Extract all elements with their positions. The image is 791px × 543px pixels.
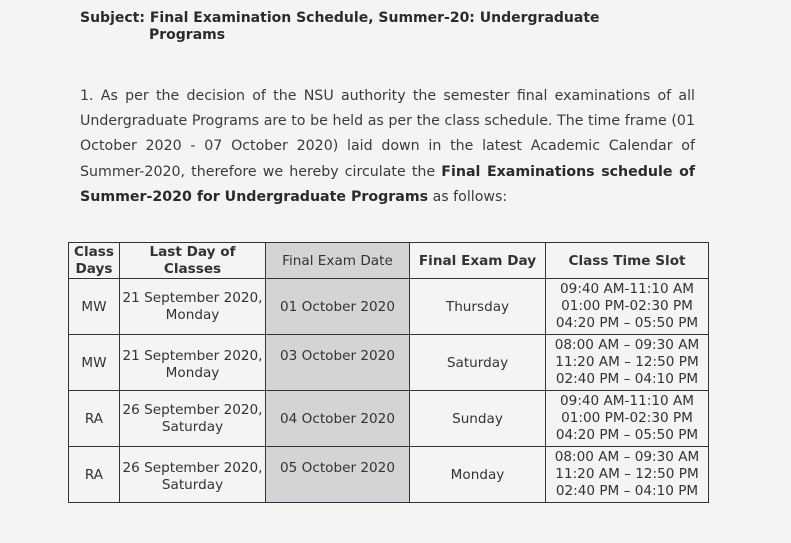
header-exam-day: Final Exam Day — [410, 243, 546, 279]
subject-line-2: Programs — [149, 27, 226, 43]
last-day-cell: 26 September 2020, Saturday — [120, 447, 266, 503]
table-row — [69, 279, 709, 335]
class-days-cell: MW — [69, 335, 120, 391]
paragraph-text-2: as follows: — [428, 188, 508, 205]
time-slot: 04:20 PM – 05:50 PM — [555, 427, 699, 443]
header-class-days: Class Days — [69, 243, 120, 279]
exam-day-cell: Monday — [410, 447, 546, 503]
last-day-cell: 26 September 2020, Saturday — [120, 391, 266, 447]
time-slot: 04:20 PM – 05:50 PM — [555, 315, 699, 331]
exam-date-cell: 04 October 2020 — [266, 391, 410, 447]
time-slot: 08:00 AM – 09:30 AM — [554, 337, 700, 353]
paragraph-text-1: 1. As per the decision of the NSU authority the semester final examinations of all Undergraduate Programs are to be held as per the class schedule. The time frame (01 October 2020 - 07 October 2020) laid down in the latest Academic Calendar of Summer-2020, therefore we hereby circulate the — [80, 88, 695, 180]
class-days-cell: MW — [69, 279, 120, 335]
time-slot: 11:20 AM – 12:50 PM — [555, 466, 699, 482]
table-row — [69, 335, 709, 391]
time-slot: 08:00 AM – 09:30 AM — [554, 449, 700, 465]
paragraph-bold: Final Examinations schedule of Summer-2020 for Undergraduate Programs — [80, 163, 696, 205]
time-slot: 01:00 PM-02:30 PM — [561, 298, 693, 314]
time-slot-cell — [546, 335, 709, 391]
header-time-slot: Class Time Slot — [546, 243, 709, 279]
table-header-row — [69, 243, 709, 279]
exam-day-cell: Thursday — [410, 279, 546, 335]
time-slot: 11:20 AM – 12:50 PM — [555, 354, 699, 370]
header-last-day: Last Day of Classes — [120, 243, 266, 279]
time-slot: 01:00 PM-02:30 PM — [561, 410, 693, 426]
time-slot: 09:40 AM-11:10 AM — [560, 281, 694, 297]
intro-paragraph — [80, 84, 695, 210]
exam-date-cell: 01 October 2020 — [266, 279, 410, 335]
last-day-cell: 21 September 2020, Monday — [120, 279, 266, 335]
subject-heading — [80, 10, 600, 44]
time-slot: 09:40 AM-11:10 AM — [560, 393, 694, 409]
time-slot: 02:40 PM – 04:10 PM — [555, 371, 699, 387]
time-slot: 02:40 PM – 04:10 PM — [555, 483, 699, 499]
time-slot-cell — [546, 447, 709, 503]
table-row — [69, 391, 709, 447]
exam-day-cell: Saturday — [410, 335, 546, 391]
time-slot-cell — [546, 391, 709, 447]
exam-date-cell: 03 October 2020 — [266, 335, 410, 391]
last-day-cell: 21 September 2020, Monday — [120, 335, 266, 391]
exam-date-cell: 05 October 2020 — [266, 447, 410, 503]
class-days-cell: RA — [69, 391, 120, 447]
subject-line-1: Subject: Final Examination Schedule, Summer-20: Undergraduate — [80, 10, 600, 26]
table-row — [69, 447, 709, 503]
class-days-cell: RA — [69, 447, 120, 503]
exam-schedule-table — [68, 242, 709, 503]
header-exam-date: Final Exam Date — [266, 243, 410, 279]
time-slot-cell — [546, 279, 709, 335]
exam-day-cell: Sunday — [410, 391, 546, 447]
